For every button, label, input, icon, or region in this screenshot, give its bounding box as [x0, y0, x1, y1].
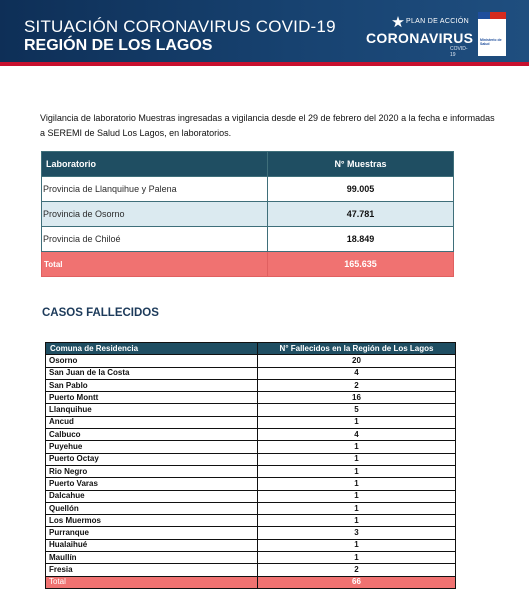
fallecidos-cell: 1 — [258, 490, 456, 502]
lab-header-muestras: N° Muestras — [268, 152, 454, 177]
table-row — [46, 441, 456, 453]
fallecidos-cell: 20 — [258, 355, 456, 367]
deaths-total-value: 66 — [258, 576, 456, 588]
lab-row-value: 99.005 — [268, 177, 454, 202]
lab-row — [42, 227, 454, 252]
table-row — [46, 392, 456, 404]
table-row — [46, 379, 456, 391]
fallecidos-cell: 4 — [258, 429, 456, 441]
deaths-table — [45, 342, 456, 589]
fallecidos-cell: 2 — [258, 379, 456, 391]
lab-row-name: Provincia de Llanquihue y Palena — [42, 177, 268, 202]
table-row — [46, 527, 456, 539]
deaths-header-comuna: Comuna de Residencia — [46, 343, 258, 355]
header-title-line2: REGIÓN DE LOS LAGOS — [24, 37, 213, 54]
lab-row-value: 18.849 — [268, 227, 454, 252]
table-row — [46, 490, 456, 502]
fallecidos-cell: 1 — [258, 502, 456, 514]
comuna-cell: Ancud — [46, 416, 258, 428]
lab-row — [42, 177, 454, 202]
government-logo — [478, 12, 506, 56]
table-row — [46, 515, 456, 527]
comuna-cell: Puerto Montt — [46, 392, 258, 404]
lab-header-laboratorio: Laboratorio — [42, 152, 268, 177]
lab-row-name: Provincia de Osorno — [42, 202, 268, 227]
comuna-cell: Rio Negro — [46, 465, 258, 477]
comuna-cell: San Juan de la Costa — [46, 367, 258, 379]
flag-red-band — [490, 12, 506, 19]
lab-row-name: Provincia de Chiloé — [42, 227, 268, 252]
table-row — [46, 367, 456, 379]
deaths-section-title: CASOS FALLECIDOS — [42, 307, 159, 319]
flag-blue-band — [478, 12, 490, 19]
fallecidos-cell: 1 — [258, 416, 456, 428]
comuna-cell: Quellón — [46, 502, 258, 514]
fallecidos-cell: 1 — [258, 539, 456, 551]
comuna-cell: Osorno — [46, 355, 258, 367]
fallecidos-cell: 5 — [258, 404, 456, 416]
comuna-cell: Llanquihue — [46, 404, 258, 416]
table-row — [46, 539, 456, 551]
lab-total-value: 165.635 — [268, 252, 454, 277]
table-row — [46, 429, 456, 441]
header-title-line1: SITUACIÓN CORONAVIRUS COVID-19 — [24, 17, 336, 36]
fallecidos-cell: 1 — [258, 478, 456, 490]
lab-row-value: 47.781 — [268, 202, 454, 227]
table-row — [46, 355, 456, 367]
brand-plan-text: PLAN DE ACCIÓN — [406, 18, 469, 25]
comuna-cell: Hualaihué — [46, 539, 258, 551]
government-logo-text: Ministerio de Salud — [480, 38, 502, 46]
lab-header-row — [42, 152, 454, 177]
table-row — [46, 416, 456, 428]
comuna-cell: Purranque — [46, 527, 258, 539]
comuna-cell: Puerto Octay — [46, 453, 258, 465]
comuna-cell: Puyehue — [46, 441, 258, 453]
table-row — [46, 502, 456, 514]
laboratory-table — [41, 151, 454, 277]
table-row — [46, 453, 456, 465]
comuna-cell: Calbuco — [46, 429, 258, 441]
deaths-header-row — [46, 343, 456, 355]
star-icon — [392, 16, 404, 28]
fallecidos-cell: 16 — [258, 392, 456, 404]
table-row — [46, 564, 456, 576]
fallecidos-cell: 1 — [258, 441, 456, 453]
table-row — [46, 465, 456, 477]
deaths-total-label: Total — [46, 576, 258, 588]
comuna-cell: Fresia — [46, 564, 258, 576]
deaths-header-fallecidos: N° Fallecidos en la Región de Los Lagos — [258, 343, 456, 355]
deaths-total-row — [46, 576, 456, 588]
comuna-cell: Los Muermos — [46, 515, 258, 527]
fallecidos-cell: 2 — [258, 564, 456, 576]
fallecidos-cell: 1 — [258, 453, 456, 465]
fallecidos-cell: 1 — [258, 552, 456, 564]
comuna-cell: San Pablo — [46, 379, 258, 391]
lab-total-label: Total — [42, 252, 268, 277]
brand-name-text: CORONAVIRUS — [366, 30, 474, 46]
header-banner — [0, 0, 529, 66]
comuna-cell: Puerto Varas — [46, 478, 258, 490]
intro-paragraph: Vigilancia de laboratorio Muestras ingresadas a vigilancia desde el 29 de febrero del 2020 a la fecha e informadas a SEREMI de Salud Los Lagos, en laboratorios. — [40, 113, 495, 138]
brand-sub-text: COVID-19 — [450, 46, 468, 58]
fallecidos-cell: 4 — [258, 367, 456, 379]
table-row — [46, 404, 456, 416]
fallecidos-cell: 3 — [258, 527, 456, 539]
lab-total-row — [42, 252, 454, 277]
comuna-cell: Dalcahue — [46, 490, 258, 502]
lab-row — [42, 202, 454, 227]
table-row — [46, 478, 456, 490]
fallecidos-cell: 1 — [258, 515, 456, 527]
table-row — [46, 552, 456, 564]
comuna-cell: Maullín — [46, 552, 258, 564]
fallecidos-cell: 1 — [258, 465, 456, 477]
coronavirus-brand-logo — [362, 14, 474, 58]
